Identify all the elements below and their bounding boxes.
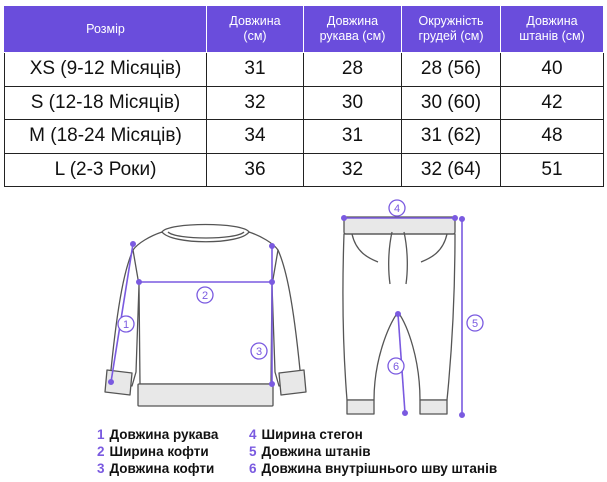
legend-item: [97, 460, 218, 477]
sweatshirt-illustration: [105, 225, 306, 407]
table-row: [5, 86, 604, 120]
pants-measures: [342, 216, 464, 417]
svg-text:1: 1: [122, 319, 130, 331]
size-table: [4, 5, 604, 187]
table-cell: 28 (56): [402, 53, 501, 87]
legend-item: [97, 426, 218, 443]
legend-label: Довжина кофти: [109, 461, 215, 476]
header-length: Довжина (см): [207, 6, 304, 53]
table-cell: 48: [501, 120, 604, 154]
table-cell: 28: [304, 53, 402, 87]
header-row: [5, 6, 604, 53]
legend-label: Довжина штанів: [261, 444, 371, 459]
header-sleeve-length: Довжина рукава (см): [304, 6, 402, 53]
marker-5: [467, 315, 483, 331]
size-cell: XS (9-12 Місяців): [5, 53, 207, 87]
table-cell: 51: [501, 153, 604, 187]
svg-text:2: 2: [201, 290, 209, 302]
measure-sleeve-length: [111, 244, 133, 382]
measurement-diagram: [0, 196, 607, 424]
table-cell: 34: [207, 120, 304, 154]
table-cell: 31 (62): [402, 120, 501, 154]
legend-number: 5: [249, 444, 257, 459]
legend-label: Ширина стегон: [261, 427, 363, 442]
sweatshirt-measures: [109, 242, 274, 386]
table-cell: 30 (60): [402, 86, 501, 120]
legend-number: 1: [97, 427, 105, 442]
table-cell: 31: [207, 53, 304, 87]
header-size: Розмір: [5, 6, 207, 53]
svg-text:6: 6: [392, 361, 400, 373]
legend-number: 6: [249, 461, 257, 476]
table-row: [5, 120, 604, 154]
table-cell: 32: [207, 86, 304, 120]
legend-label: Довжина внутрішнього шву штанів: [261, 461, 498, 476]
table-cell: 30: [304, 86, 402, 120]
table-cell: 31: [304, 120, 402, 154]
marker-3: [251, 343, 267, 359]
legend-item: [97, 443, 218, 460]
table-cell: 32: [304, 153, 402, 187]
header-pants-length: Довжина штанів (см): [501, 6, 604, 53]
header-chest: Окружність грудей (см): [402, 6, 501, 53]
marker-1: [118, 316, 134, 332]
legend-label: Ширина кофти: [109, 444, 209, 459]
table-cell: 36: [207, 153, 304, 187]
legend-item: [249, 426, 497, 443]
svg-text:3: 3: [255, 346, 263, 358]
legend-right: [249, 426, 497, 477]
legend-number: 3: [97, 461, 105, 476]
legend-number: 2: [97, 444, 105, 459]
size-cell: L (2-3 Роки): [5, 153, 207, 187]
legend-number: 4: [249, 427, 257, 442]
legend-label: Довжина рукава: [109, 427, 219, 442]
legend-item: [249, 443, 497, 460]
svg-text:5: 5: [471, 318, 479, 330]
marker-6: [388, 358, 404, 374]
table-row: [5, 153, 604, 187]
legend-left: [97, 426, 218, 477]
table-row: [5, 53, 604, 87]
table-cell: 32 (64): [402, 153, 501, 187]
marker-2: [197, 287, 213, 303]
size-cell: M (18-24 Місяців): [5, 120, 207, 154]
legend-item: [249, 460, 497, 477]
table-cell: 40: [501, 53, 604, 87]
table-cell: 42: [501, 86, 604, 120]
size-cell: S (12-18 Місяців): [5, 86, 207, 120]
marker-4: [389, 200, 405, 216]
svg-text:4: 4: [393, 203, 401, 215]
